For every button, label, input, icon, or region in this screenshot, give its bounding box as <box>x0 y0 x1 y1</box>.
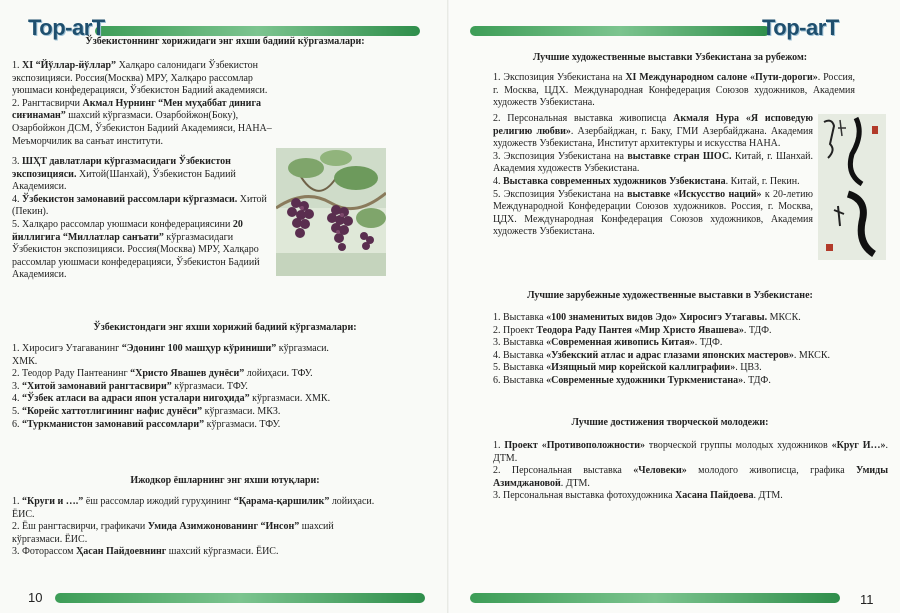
bold-text: Акмаля Нура «Я исповедую религию любви» <box>493 113 813 137</box>
bold-text: Проект «Противоположности» <box>504 440 646 451</box>
list-item <box>493 337 888 350</box>
bold-text: выставке стран ШОС. <box>627 150 732 162</box>
section-heading: Ўзбекистоннинг хорижидаги энг яхши бадиий кўргазмалари: <box>85 36 365 47</box>
bold-text: Хасана Пайдоева <box>675 490 754 502</box>
list-item <box>493 312 888 325</box>
list-item <box>493 325 888 338</box>
bold-text: Ҳасан Пайдоевнинг <box>75 546 167 558</box>
text-run: 1. Экспозиция Узбекистана на <box>493 72 626 83</box>
bold-text: XI Международном салоне «Пути-дороги» <box>625 72 818 83</box>
text-run: . ЦВЗ. <box>735 362 762 374</box>
text-run: . Россия, г. Москва, ЦДХ. Международная Конфедерация Союзов художников, Академия художеств Узбекистана. <box>493 72 856 109</box>
text-run: 4. <box>12 193 22 205</box>
text-run: Китай, г. Шанхай. Академия художеств Узбекистана. <box>493 150 814 175</box>
bold-text: Ўзбекистон замонавий рассомлари кўргазмаси. <box>22 193 238 205</box>
text-run: к 20-летию Международной Конфедерации Союзов художников. Россия, г. Москва, ЦДХ. Международная Конфедерация Союзов художников, Академия художеств Узбекистана. <box>493 188 814 238</box>
list-item <box>12 98 277 148</box>
text-run: 3. <box>12 380 22 392</box>
text-run: 1. <box>493 440 505 451</box>
bold-text: Умиды Азимджановой <box>493 465 889 489</box>
section-heading: Лучшие зарубежные художественные выставки в Узбекистане: <box>527 290 813 301</box>
text-run: шахсий кўргазмаси. Озарбойжон(Боку), Озарбойжон ДСМ, Ўзбекистон Бадиий Академияси, НАНА–Меъморчилик ва санъат институти. <box>12 110 272 147</box>
logo: Top-arT <box>762 15 839 40</box>
bold-text: «Узбекский атлас и адрас глазами японских мастеров» <box>546 349 794 361</box>
text-run: Хитой (Пекин). <box>12 193 267 218</box>
text-run: 1. <box>12 496 22 507</box>
list-item <box>12 219 274 282</box>
list-item <box>493 113 813 151</box>
grapes-painting <box>276 148 386 276</box>
section-heading: Лучшие достижения творческой молодежи: <box>571 417 769 428</box>
exhibition-list <box>12 156 274 282</box>
text-run: 2. Ёш рангтасвирчи, графикачи <box>12 521 148 533</box>
exhibition-list <box>12 343 337 431</box>
list-item <box>493 362 888 375</box>
text-run: 5. <box>12 405 22 417</box>
text-run: 1. Выставка <box>493 312 547 323</box>
text-run: шахсий кўргазмаси. ЁИС. <box>166 546 279 558</box>
text-run: . ТДФ. <box>694 337 723 349</box>
text-run: Хитой(Шанхай), Ўзбекистон Бадиий Академияси. <box>12 168 236 193</box>
text-run: 2. Персональная выставка живописца <box>493 113 674 124</box>
list-item <box>493 350 888 363</box>
calligraphy-artwork <box>818 114 886 260</box>
bold-text: “Қарама-қаршилик” <box>233 496 330 507</box>
list-item <box>12 393 337 406</box>
text-run: 6. <box>12 418 22 430</box>
text-run: 2. Персональная выставка <box>493 465 634 477</box>
list-item <box>12 521 377 546</box>
bold-text: ШҲТ давлатлари кўргазмасидаги Ўзбекистон экспозицияси. <box>12 156 231 180</box>
right-page <box>450 0 900 613</box>
list-item <box>12 381 337 394</box>
text-run: . ДТМ. <box>753 490 783 502</box>
text-run: 2. Проект <box>493 324 537 336</box>
list-item <box>12 368 337 381</box>
text-run: 5. Выставка <box>493 362 547 374</box>
text-run: . ДТМ. <box>493 440 888 464</box>
text-run: 2. Теодор Раду Пантеанинг <box>12 368 131 380</box>
text-run: лойиҳаси. ТФУ. <box>244 368 313 380</box>
text-run: молодого живописца, графика <box>686 465 857 477</box>
text-run: 3. <box>12 156 22 167</box>
page-number: 11 <box>860 592 874 607</box>
text-run: . ТДФ. <box>743 324 772 336</box>
exhibition-list <box>493 113 813 239</box>
text-run: 2. Рангтасвирчи <box>12 97 83 109</box>
footer-band <box>470 593 840 603</box>
section-heading: Лучшие художественные выставки Узбекистана за рубежом: <box>532 52 808 63</box>
bold-text: «100 знаменитых видов Эдо» Хиросигэ Утагавы. <box>546 312 768 323</box>
text-run: кўргазмасидаги Ўзбекистон экспозицияси. Россия(Москва) МРУ, Халқаро рассомлар уюшмаси конфедерацияси, Ўзбекистон Бадиий Академияси. <box>12 231 260 281</box>
text-run: кўргазмаси. ТФУ. <box>171 380 248 392</box>
list-item <box>12 406 337 419</box>
bold-text: XI “Йўллар-йўллар” <box>22 60 117 71</box>
list-item <box>493 189 813 239</box>
list-item <box>12 343 337 368</box>
text-run: 3. Экспозиция Узбекистана на <box>493 150 628 162</box>
exhibition-list <box>493 312 888 388</box>
list-item <box>493 465 888 490</box>
bold-text: «Человеки» <box>633 465 687 477</box>
text-run: кўргазмаси. МКЗ. <box>202 405 281 417</box>
list-item <box>493 375 888 388</box>
text-run: 5. Экспозиция Узбекистана на <box>493 188 628 200</box>
bold-text: Умида Азимжонованинг “Инсон” <box>147 521 300 533</box>
list-item <box>12 194 274 219</box>
logo: Top-arT <box>28 15 105 40</box>
bold-text: Акмал Нурнинг “Мен муҳаббат динига сиғинаман” <box>12 97 261 122</box>
text-run: шахсий кўргазмаси. ЁИС. <box>12 521 334 545</box>
header-band <box>95 26 420 36</box>
bold-text: “Христо Явашев дунёси” <box>130 368 245 380</box>
bold-text: “Ўзбек атласи ва адраси япон усталари нигоҳида” <box>22 393 250 405</box>
text-run: 5. Халқаро рассомлар уюшмаси конфедерациясини <box>12 218 233 230</box>
list-item <box>493 490 888 503</box>
bold-text: выставке «Искусство наций» <box>627 188 762 200</box>
list-item <box>493 440 888 465</box>
text-run: 3. Выставка <box>493 337 547 349</box>
achievement-list <box>12 496 377 559</box>
text-run: 4. Выставка <box>493 349 547 361</box>
bold-text: Теодора Раду Пантея «Мир Христо Явашева» <box>536 324 744 336</box>
bold-text: Выставка современных художников Узбекистана <box>503 175 726 187</box>
text-run: МКСК. <box>767 312 801 323</box>
text-run: 1. <box>12 60 22 71</box>
text-run: . ДТМ. <box>560 477 590 489</box>
text-run: 4. <box>493 175 503 187</box>
exhibition-list <box>493 72 855 110</box>
section-heading: Ўзбекистондаги энг яхши хорижий бадиий кўргазмалари: <box>93 322 357 333</box>
exhibition-list <box>12 60 277 148</box>
text-run: кўргазмаси. ТФУ. <box>204 418 281 430</box>
list-item <box>12 496 377 521</box>
page-number: 10 <box>28 590 43 605</box>
list-item <box>12 419 337 432</box>
bold-text: “Туркманистон замонавий рассомлари” <box>22 418 205 430</box>
list-item <box>12 60 277 98</box>
bold-text: «Изящный мир корейской каллиграфии» <box>546 362 736 374</box>
bold-text: «Современная живопись Китая» <box>546 337 695 349</box>
text-run: 3. Персональная выставка фотохудожника <box>493 490 676 502</box>
list-item <box>12 546 377 559</box>
bold-text: 20 йиллигига “Миллатлар санъати” <box>12 218 243 243</box>
list-item <box>493 72 855 110</box>
footer-band <box>55 593 425 603</box>
text-run: . Китай, г. Пекин. <box>725 175 800 187</box>
text-run: ёш рассомлар ижодий гуруҳининг <box>83 496 234 507</box>
text-run: 4. <box>12 393 22 405</box>
bold-text: “Круги и ….” <box>22 496 84 507</box>
list-item <box>493 176 813 189</box>
section-heading: Ижодкор ёшларнинг энг яхши ютуқлари: <box>130 475 320 486</box>
text-run: . МКСК. <box>793 349 831 361</box>
bold-text: “Эдонинг 100 машҳур кўриниши” <box>121 343 277 354</box>
text-run: кўргазмаси. ХМК. <box>249 393 331 405</box>
achievement-list <box>493 440 888 503</box>
header-band <box>470 26 770 36</box>
bold-text: “Хитой замонавий рангтасвири” <box>22 380 172 392</box>
text-run: 1. Хиросигэ Утагаванинг <box>12 343 122 354</box>
text-run: творческой группы молодых художников <box>645 440 832 451</box>
bold-text: «Современные художники Туркменистана» <box>546 374 744 386</box>
text-run: 6. Выставка <box>493 374 547 386</box>
list-item <box>493 151 813 176</box>
text-run: . ТДФ. <box>743 374 771 386</box>
text-run: лойиҳаси. ЁИС. <box>12 496 375 520</box>
bold-text: «Круг И…» <box>831 440 886 451</box>
text-run: Халқаро салонидаги Ўзбекистон экспозицияси. Россия(Москва) МРУ, Халқаро рассомлар уюшмаси конфедерацияси, Ўзбекистон Бадиий академияси. <box>12 60 268 97</box>
list-item <box>12 156 274 194</box>
text-run: 3. Фоторассом <box>12 546 76 558</box>
text-run: кўргазмаси. ХМК. <box>12 343 329 367</box>
bold-text: “Корейс хаттотлигининг нафис дунёси” <box>22 405 203 417</box>
text-run: . Азербайджан, г. Баку, ГМИ Азербайджана. Академия художеств Узбекистана, Институт архитектуры и искусства НАНА. <box>493 125 814 150</box>
